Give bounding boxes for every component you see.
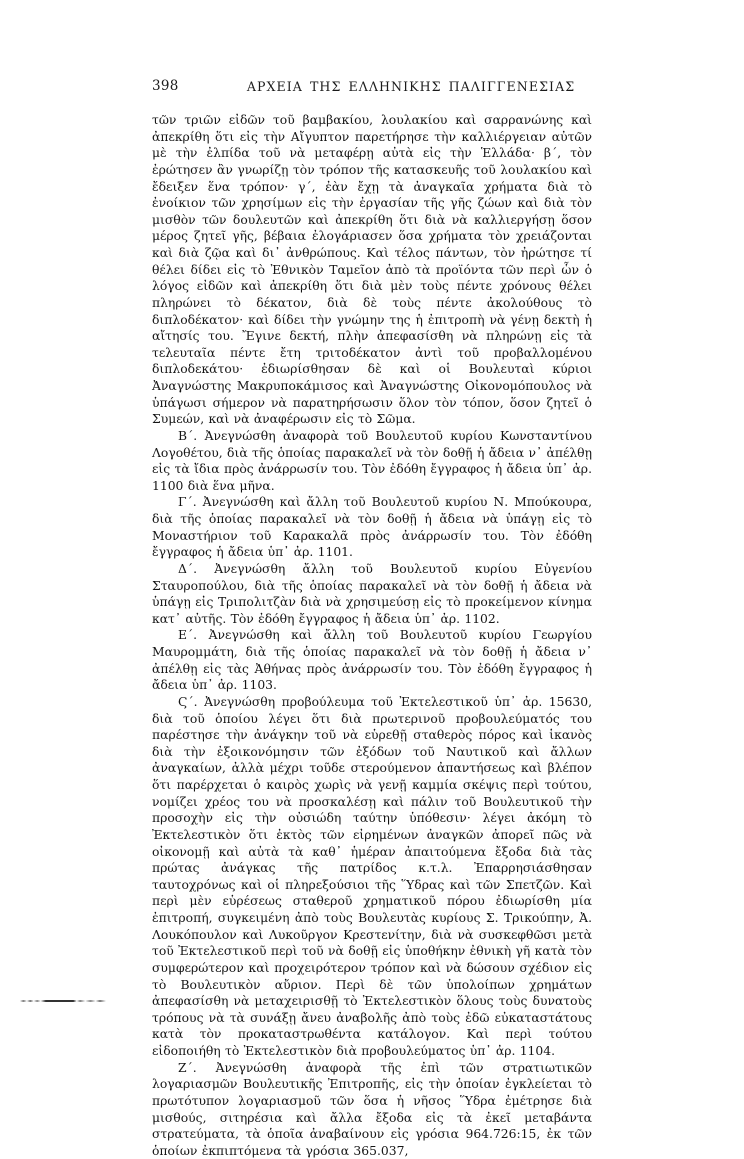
paragraph-item-st: Ϛ΄. Ἀνεγνώσθη προβούλευμα τοῦ Ἐκτελεστικοῦ ὑπ᾽ ἀρ. 15630, διὰ τοῦ ὁποίου λέγει ὅτι διὰ πρωτερινοῦ προβουλεύματός του παρέστησε τὴν ἀνάγκην τοῦ νὰ εὑρεθῇ σταθερὸς πόρος καὶ ἱκανὸς διὰ τὴν ἐξοικονόμησιν τῶν ἐξόδων τοῦ Ναυτικοῦ καὶ ἄλλων ἀναγκαίων, ἀλλὰ μέχρι τοῦδε στερούμενον ἀπαντήσεως καὶ βλέπον ὅτι παρέρχεται ὁ καιρὸς χωρὶς νὰ γενῇ καμμία σκέψις περὶ τούτου, νομίζει χρέος του νὰ προσκαλέσῃ καὶ πάλιν τοῦ Βουλευτικοῦ τὴν προσοχὴν εἰς τὴν οὐσιώδη ταύτην ὑπόθεσιν· λέγει ἀκόμη τὸ Ἐκτελεστικὸν ὅτι ἐκτὸς τῶν εἰρημένων ἀναγκῶν ἀπορεῖ πῶς νὰ οἰκονομῇ καὶ αὐτὰ τὰ καθ᾽ ἡμέραν ἀπαιτούμενα ἔξοδα διὰ τὰς πρώτας ἀνάγκας τῆς πατρίδος κ.τ.λ. Ἐπαρρησιάσθησαν ταυτοχρόνως καὶ οἱ πληρεξούσιοι τῆς Ὕδρας καὶ τῶν Σπετζῶν. Καὶ περὶ μὲν εὑρέσεως σταθεροῦ χρηματικοῦ πόρου ἐδιωρίσθη μία ἐπιτροπή, συγκειμένη ἀπὸ τοὺς Βουλευτὰς κυρίους Σ. Τρικούπην, Ἀ. Λουκόπουλον καὶ Λυκοῦργον Κρεστενίτην, διὰ νὰ συσκεφθῶσι μετὰ τοῦ Ἐκτελεστικοῦ περὶ τοῦ νὰ δοθῇ εἰς ὑποθήκην ἐθνικὴ γῆ κατὰ τὸν συμφερώτερον καὶ προχειρότερον τρόπον καὶ νὰ δώσουν σχέδιον εἰς τὸ Βουλευτικὸν αὔριον. Περὶ δὲ τῶν ὑπολοίπων χρημάτων ἀπεφασίσθη νὰ μεταχειρισθῇ τὸ Ἐκτελεστικὸν ὅλους τοὺς δυνατοὺς τρόπους νὰ τὰ συνάξῃ ἄνευ ἀναβολῆς ἀπὸ τοὺς ἐδῶ εὐκαταστάτους κατὰ τὸν προκαταστρωθέντα κατάλογον. Καὶ περὶ τούτου εἰδοποιήθη τὸ Ἐκτελεστικὸν διὰ προβουλεύματος ὑπ᾽ ἀρ. 1104. bbox=[152, 694, 592, 1058]
running-head bbox=[152, 78, 592, 96]
scan-artifact-line bbox=[20, 1000, 106, 1002]
paragraph-item-b: Β΄. Ἀνεγνώσθη ἀναφορὰ τοῦ Βουλευτοῦ κυρίου Κωνσταντίνου Λογοθέτου, διὰ τῆς ὁποίας παρακαλεῖ νὰ τὸν δοθῇ ἡ ἄδεια ν᾽ ἀπέλθῃ εἰς τὰ ἴδια πρὸς ἀνάρρωσίν του. Τὸν ἐδόθη ἔγγραφος ἡ ἄδεια ὑπ᾽ ἀρ. 1100 διὰ ἕνα μῆνα. bbox=[152, 428, 592, 493]
body-text bbox=[152, 112, 592, 1159]
page-number: 398 bbox=[152, 78, 179, 94]
paragraph-item-z: Ζ΄. Ἀνεγνώσθη ἀναφορὰ τῆς ἐπὶ τῶν στρατιωτικῶν λογαριασμῶν Βουλευτικῆς Ἐπιτροπῆς, εἰς τὴν ὁποίαν ἐγκλείεται τὸ πρωτότυπον λογαριασμοῦ τῶν ὅσα ἡ νῆσος Ὕδρα ἐμέτρησε διὰ μισθούς, σιτηρέσια καὶ ἄλλα ἔξοδα εἰς τὰ ἐκεῖ μεταβάντα στρατεύματα, τὰ ὁποῖα ἀναβαίνουν εἰς γρόσια 964.726:15, ἐκ τῶν ὁποίων ἐκπιπτόμενα τὰ γρόσια 365.037, bbox=[152, 1060, 592, 1158]
paragraph-item-g: Γ΄. Ἀνεγνώσθη καὶ ἄλλη τοῦ Βουλευτοῦ κυρίου Ν. Μπούκουρα, διὰ τῆς ὁποίας παρακαλεῖ νὰ τὸν δοθῇ ἡ ἄδεια νὰ ὑπάγῃ εἰς τὸ Μοναστήριον τοῦ Καρακαλᾶ πρὸς ἀνάρρωσίν του. Τὸν ἐδόθη ἔγγραφος ἡ ἄδεια ὑπ᾽ ἀρ. 1101. bbox=[152, 495, 592, 560]
paragraph-item-d: Δ΄. Ἀνεγνώσθη ἄλλη τοῦ Βουλευτοῦ κυρίου Εὐγενίου Σταυροπούλου, διὰ τῆς ὁποίας παρακαλεῖ νὰ τὸν δοθῇ ἡ ἄδεια νὰ ὑπάγῃ εἰς Τριπολιτζὰν διὰ νὰ χρησιμεύσῃ εἰς τὸ προκείμενον κίνημα κατ᾽ αὐτῆς. Τὸν ἐδόθη ἔγγραφος ἡ ἄδεια ὑπ᾽ ἀρ. 1102. bbox=[152, 561, 592, 626]
paragraph-continuation: τῶν τριῶν εἰδῶν τοῦ βαμβακίου, λουλακίου καὶ σαρρανώνης καὶ ἀπεκρίθη ὅτι εἰς τὴν Αἴγυπτον παρετήρησε τὴν καλλιέργειαν αὐτῶν μὲ τὴν ἐλπίδα τοῦ νὰ μεταφέρῃ αὐτὰ εἰς τὴν Ἑλλάδα· β΄, τὸν ἐρώτησεν ἂν γνωρίζῃ τὸν τρόπον τῆς κατασκευῆς τοῦ λουλακίου καὶ ἔδειξεν ἕνα τρόπον· γ΄, ἐὰν ἔχῃ τὰ ἀναγκαῖα χρήματα διὰ τὸ ἐνοίκιον τῶν χρησίμων εἰς τὴν ἐργασίαν τῆς γῆς ζώων καὶ διὰ τὸν μισθὸν τῶν δουλευτῶν καὶ ἀπεκρίθη ὅτι διὰ νὰ καλλιεργήσῃ ὅσον μέρος ζητεῖ γῆς, βέβαια ἐλογάριασεν ὅσα χρήματα τὸν χρειάζονται καὶ διὰ ζῷα καὶ δι᾽ ἀνθρώπους. Καὶ τέλος πάντων, τὸν ἠρώτησε τί θέλει δίδει εἰς τὸ Ἐθνικὸν Ταμεῖον ἀπὸ τὰ προϊόντα τῶν περὶ ὧν ὁ λόγος εἰδῶν καὶ ἀπεκρίθη ὅτι διὰ μὲν τοὺς πέντε χρόνους θέλει πληρώνει τὸ δέκατον, διὰ δὲ τοὺς πέντε ἀκολούθους τὸ διπλοδέκατον· καὶ δίδει τὴν γνώμην της ἡ ἐπιτροπὴ νὰ γένῃ δεκτὴ ἡ αἴτησίς του. Ἔγινε δεκτή, πλὴν ἀπεφασίσθη νὰ πληρώνῃ εἰς τὰ τελευταῖα πέντε ἔτη τριτοδέκατον ἀντὶ τοῦ προβαλλομένου διπλοδεκάτου· ἐδιωρίσθησαν δὲ καὶ οἱ Βουλευταὶ κύριοι Ἀναγνώστης Μακρυποκάμισος καὶ Ἀναγνώστης Οἰκονομόπουλος νὰ ὑπάγωσι σήμερον νὰ παρατηρήσωσιν ὅλον τὸν τόπον, ὅσον ζητεῖ ὁ Συμεών, καὶ νὰ ἀναφέρωσιν εἰς τὸ Σῶμα. bbox=[152, 113, 592, 427]
running-title: ΑΡΧΕΙΑ ΤΗΣ ΕΛΛΗΝΙΚΗΣ ΠΑΛΙΓΓΕΝΕΣΙΑΣ bbox=[246, 79, 576, 94]
paragraph-item-e: Ε΄. Ἀνεγνώσθη καὶ ἄλλη τοῦ Βουλευτοῦ κυρίου Γεωργίου Μαυρομμάτη, διὰ τῆς ὁποίας παρακαλεῖ νὰ τὸν δοθῇ ἡ ἄδεια ν᾽ ἀπέλθῃ εἰς τὰς Ἀθήνας πρὸς ἀνάρρωσίν του. Τὸν ἐδόθη ἔγγραφος ἡ ἄδεια ὑπ᾽ ἀρ. 1103. bbox=[152, 628, 592, 693]
